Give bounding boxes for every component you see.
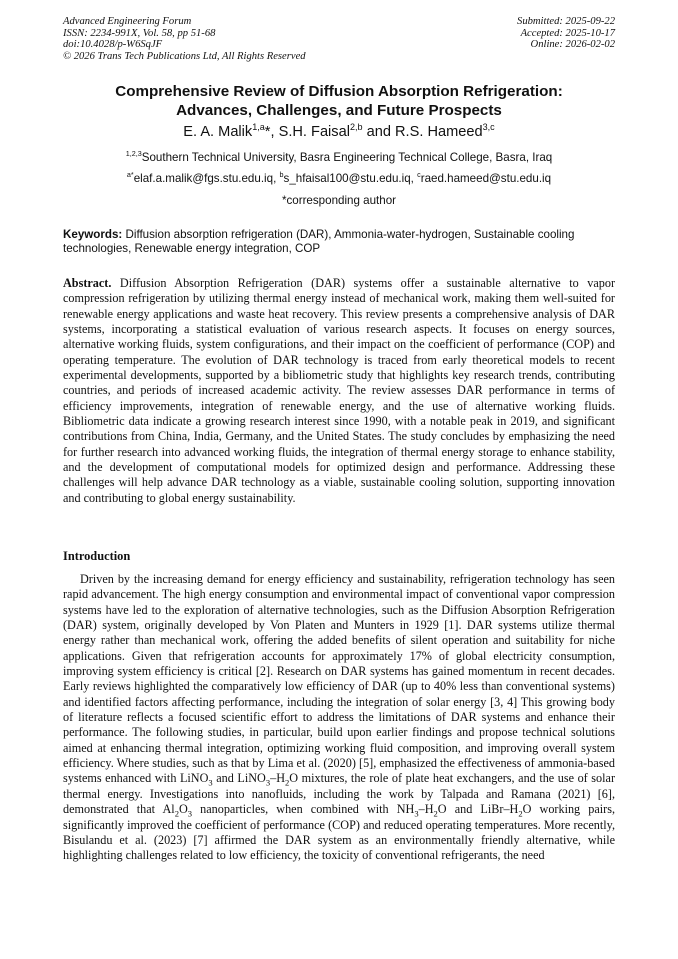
author-affil-mark: 2,b — [349, 122, 363, 133]
title-line-1: Comprehensive Review of Diffusion Absorption Refrigeration: — [115, 83, 563, 100]
subscript: 2 — [285, 777, 290, 788]
subscript: 2 — [518, 808, 523, 819]
author-affil-mark: 1,a — [252, 122, 265, 133]
paragraph-text: –H — [270, 771, 286, 786]
accepted-date: Accepted: 2025-10-17 — [520, 27, 615, 39]
issn-line: ISSN: 2234-991X, Vol. 58, pp 51-68 — [63, 27, 216, 39]
affiliation-text: Southern Technical University, Basra Engineering Technical College, Basra, Iraq — [141, 151, 553, 164]
author-name: E. A. Malik — [183, 124, 253, 140]
author-name: S.H. Faisal — [278, 124, 350, 140]
subscript: 3 — [187, 808, 193, 819]
section-heading: Introduction — [63, 549, 131, 563]
abstract-text: Diffusion Absorption Refrigeration (DAR) systems offer a sustainable alternative to vapor compression refrigeration by utilizing thermal energy instead of mechanical work, making them well-suited for renewable energy applications and waste heat recovery. This review presents a comprehensive analysis of DAR systems, incorporating a statistical evaluation of various research aspects. It focuses on energy sources, alternative working fluids, system configurations, and their impact on the coefficient of performance (COP) and operating temperature. The evolution of DAR technology is traced from early theoretical models to recent experimental developments, supported by a bibliometric study that highlights key research trends, contributing countries, and periods of increased academic activity. The review assesses DAR performance in terms of efficiency improvements, integration of renewable energy, and the use of alternative working fluids. Bibliometric data indicate a growing research interest since 1990, with a notable peak in 2019, and significant contributions from China, India, Germany, and the United States. The study concludes by emphasizing the need for further research into advanced working fluids, the integration of thermal energy storage to enhance stability, and the development of computational models for optimized design and performance. Addressing these challenges will help advance DAR technology as a viable, sustainable cooling solution, supporting innovation and contributing to global energy sustainability. — [63, 276, 615, 505]
author-list — [63, 123, 615, 141]
paragraph-text: O and LiBr–H — [437, 802, 519, 817]
email-list — [63, 172, 615, 186]
email-mark: b — [279, 170, 284, 180]
subscript: 3 — [414, 808, 419, 819]
paragraph-text: Driven by the increasing demand for energy efficiency and sustainability, refrigeration technology has seen rapid advancement. The high energy consumption and environmental impact of conventional vapor compression systems have led to the exploration of alternative technologies, such as the Diffusion Absorption Refrigeration (DAR) system, originally developed by Von Platen and Munters in 1929 [1]. DAR systems utilize thermal energy rather than mechanical work, offering the added benefits of silent operation and suitability for niche applications. Given that refrigeration accounts for approximately 17% of global electricity consumption, improving system efficiency is critical [2]. Research on DAR systems has gained momentum in recent decades. Early reviews highlighted the comparatively low efficiency of DAR (up to 40% less than conventional systems) and identified factors affecting performance, including the integration of solar energy [3, 4] This growing body of literature reflects a focused scientific effort to address the limitations of DAR systems and enhance their performance. The following studies, in particular, build upon earlier findings and propose technical solutions aimed at enhancing thermal integration, optimizing working fluid composition, and improving overall system efficiency. Where studies, such as that by Lima et al. (2020) [5], emphasized the effectiveness of ammonia-based systems enhanced with LiNO — [63, 572, 615, 786]
paragraph-text: O working pairs, significantly improved the coefficient of performance (COP) and reduced operating temperatures. More recently, Bisulandu et al. (2023) [7] affirmed the DAR system as an environmentally friendly alternative, while highlighting challenges related to low efficiency, the toxicity of conventional refrigerants, the need — [63, 802, 615, 863]
email-link[interactable]: elaf.a.malik@fgs.stu.edu.iq, — [133, 172, 280, 185]
submitted-date: Submitted: 2025-09-22 — [517, 16, 615, 27]
paragraph-text: nanoparticles, when combined with NH — [192, 802, 415, 817]
paragraph-text: and LiNO — [212, 771, 266, 786]
subscript: 3 — [208, 777, 213, 788]
doi-line: doi:10.4028/p-W6SqJF — [63, 39, 163, 51]
keywords-label: Keywords: — [63, 228, 123, 241]
abstract-label: Abstract. — [63, 276, 112, 290]
paragraph-text: O mixtures, the role of plate heat exchangers, and the use of solar thermal energy. Investigations into nanofluids, including the work by Talpada and Ramana (2021) [6], demonstrated that Al — [63, 771, 615, 817]
journal-meta — [63, 16, 306, 63]
dates-meta — [517, 16, 615, 51]
email-link[interactable]: s_hfaisal100@stu.edu.iq, — [283, 172, 418, 185]
email-link[interactable]: raed.hameed@stu.edu.iq — [420, 172, 552, 185]
title-line-2: Advances, Challenges, and Future Prospects — [176, 102, 502, 119]
corresponding-star: *, — [264, 124, 279, 140]
paragraph-text: O — [178, 802, 188, 817]
subscript: 3 — [265, 777, 271, 788]
subscript: 2 — [174, 808, 179, 819]
abstract-block — [63, 276, 615, 506]
affiliation — [63, 151, 615, 165]
keywords-text: Diffusion absorption refrigeration (DAR), Ammonia-water-hydrogen, Sustainable cooling technologies, Renewable energy integration, COP — [63, 228, 575, 256]
keywords-block — [63, 228, 615, 257]
paper-title — [63, 82, 615, 120]
affiliation-mark: 1,2,3 — [125, 149, 142, 159]
author-affil-mark: 3,c — [482, 122, 495, 133]
introduction-paragraph — [63, 572, 615, 864]
journal-name: Advanced Engineering Forum — [63, 16, 192, 27]
online-date: Online: 2026-02-02 — [530, 39, 615, 51]
and-connector: and — [362, 124, 396, 140]
subscript: 2 — [433, 808, 438, 819]
paragraph-text: –H — [418, 802, 434, 817]
author-name: R.S. Hameed — [395, 124, 483, 140]
copyright-line: © 2026 Trans Tech Publications Ltd, All Rights Reserved — [63, 51, 306, 63]
corresponding-note: *corresponding author — [281, 194, 397, 207]
email-mark: c — [417, 170, 421, 180]
email-mark: a* — [126, 170, 134, 180]
